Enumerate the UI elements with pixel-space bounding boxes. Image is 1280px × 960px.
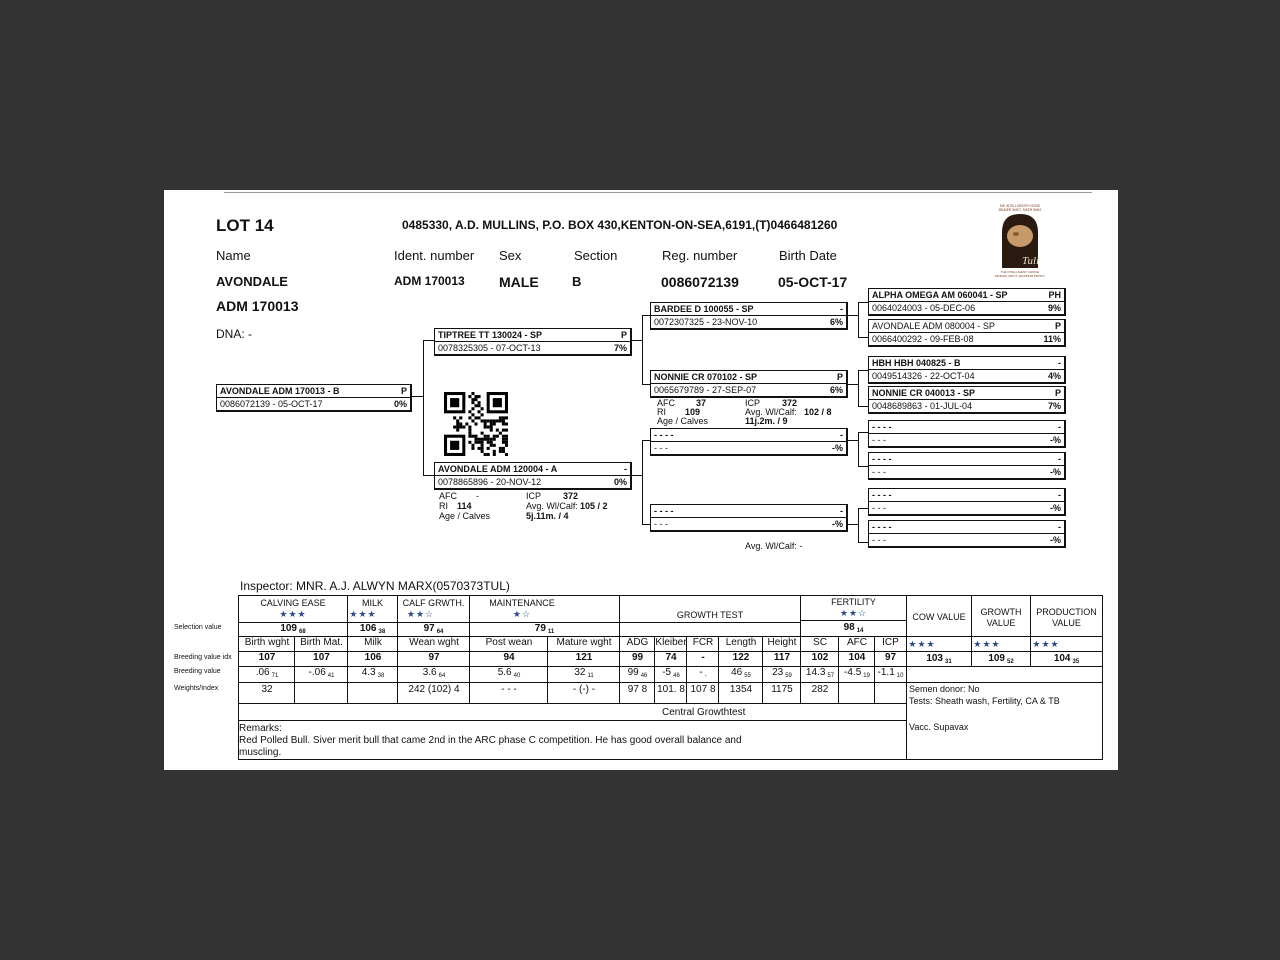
dam-icp-value: 372 [563, 491, 579, 501]
table-cell-wi-10: 1175 [771, 684, 793, 695]
table-cell-wi-8: 107 8 [690, 684, 716, 695]
dam-avg-label: Avg. Wl/Calf: [526, 501, 578, 511]
table-cell-bv-3: 3.6 $_{64}$ [422, 667, 446, 679]
bvi-production-value: 104 [1053, 653, 1071, 664]
table-cell-bv-0: .06 $_{71}$ [255, 667, 279, 679]
table-cell-bvi-0: 107 [258, 652, 276, 663]
table-cell-cols-8: FCR [692, 637, 714, 648]
row-label-weights: Weights/Index [174, 685, 219, 692]
group-calf-growth: CALF GRWTH. [402, 598, 465, 608]
semen-donor: Semen donor: No [909, 684, 980, 694]
dam-ri-label: RI [439, 501, 448, 511]
table-cell-bvi-13: 97 [884, 652, 897, 663]
pedigree-sdd: NONNIE CR 040013 - SP P 0048689863 - 01-JUL-04 7% [868, 386, 1066, 414]
table-cell-cols-5: Mature wght [556, 637, 612, 648]
group-milk: MILK [361, 598, 383, 608]
pedigree-subject: AVONDALE ADM 170013 - B P 0086072139 - 05-OCT-17 0% [216, 384, 412, 412]
stars-production-value: ★★★ [1032, 639, 1060, 649]
stars-cow: ★★★ [908, 639, 936, 649]
label-ident: Ident. number [394, 248, 475, 263]
dam-ri-value: 114 [457, 501, 472, 511]
sd-age-label: Age / Calves [657, 416, 709, 426]
table-cell-cols-1: Birth Mat. [300, 637, 343, 648]
table-cell-wi-7: 101. 8 [657, 684, 685, 695]
pedigree-ssd: AVONDALE ADM 080004 - SP P 0066400292 - 09-FEB-08 11% [868, 319, 1066, 347]
sd-ri-value: 109 [685, 407, 701, 417]
row-label-selection: Selection value [174, 624, 222, 631]
table-cell-cols-10: Height [767, 637, 797, 648]
stars-growth-value: ★★★ [973, 639, 1001, 649]
table-cell-wi-11: 282 [811, 684, 829, 695]
bvi-cow: 103 [926, 653, 943, 664]
pedigree-sire: TIPTREE TT 130024 - SP P 0078325305 - 07-OCT-13 7% [434, 328, 632, 356]
animal-birth: 05-OCT-17 [778, 274, 848, 290]
animal-sex: MALE [499, 274, 539, 290]
dam-afc-value: - [476, 491, 479, 501]
table-cell-bv-12: -4.5 $_{19}$ [844, 667, 870, 679]
top-rule [224, 192, 1092, 193]
table-cell-cols-3: Wean wght [409, 637, 459, 648]
remarks-text-2: muscling. [239, 747, 282, 758]
stars-calf: ★★☆ [406, 609, 435, 619]
table-cell-bvi-4: 94 [503, 652, 515, 663]
table-cell-cols-9: Length [725, 637, 757, 648]
sel-milk: 106 [359, 623, 377, 634]
sd-ri-label: RI [657, 407, 666, 417]
tests: Tests: Sheath wash, Fertility, CA & TB [909, 696, 1060, 706]
svg-text:MINDER INSET, MEER WINS: MINDER INSET, MEER WINS [998, 208, 1042, 212]
pedigree-dam-sire: - - - - - - - - -% [650, 428, 848, 456]
dna-status: DNA: - [216, 327, 252, 341]
table-cell-bv-13: -1.1 $_{10}$ [877, 667, 904, 679]
sd-afc-label: AFC [657, 398, 675, 408]
table-cell-bv-1: -.06 $_{41}$ [308, 667, 335, 679]
sel-calving: 109 [280, 623, 297, 634]
table-cell-wi-3: 242 (102) 4 [408, 684, 460, 695]
remarks-label: Remarks: [239, 723, 282, 734]
table-cell-bv-4: 5.6 $_{40}$ [497, 667, 521, 679]
group-maintenance: MAINTENANCE [489, 598, 555, 608]
table-cell-wi-4: - - - [501, 684, 517, 695]
remarks-text: Red Polled Bull. Siver merit bull that came 2nd in the ARC phase C competition. He has good overall balance and [239, 735, 742, 746]
table-cell-cols-4: Post wean [485, 637, 533, 648]
label-sex: Sex [499, 248, 522, 263]
pedigree-sds: HBH HBH 040825 - B - 0049514326 - 22-OCT-04 4% [868, 356, 1066, 384]
table-cell-bvi-6: 99 [631, 652, 644, 663]
table-cell-bv-9: 46 $_{55}$ [731, 667, 751, 679]
table-cell-cols-13: ICP [882, 637, 899, 648]
group-production-value-2: VALUE [1052, 618, 1081, 628]
sel-maint-sub: 11 [547, 629, 555, 635]
sd-avg-value: 102 / 8 [804, 407, 832, 417]
animal-section: B [572, 274, 582, 289]
svg-text:DIE INTELLIGENTE KEUSE: DIE INTELLIGENTE KEUSE [999, 204, 1041, 208]
dam-avg-value: 105 / 2 [580, 501, 608, 511]
vaccination: Vacc. Supavax [909, 722, 969, 732]
table-cell-bv-8: - $_-$ [699, 667, 707, 679]
sel-calf-sub: 64 [436, 629, 444, 635]
table-cell-bvi-12: 104 [848, 652, 866, 663]
group-growth-value-2: VALUE [986, 618, 1016, 628]
dam-afc-label: AFC [439, 491, 457, 501]
table-cell-bvi-9: 122 [732, 652, 750, 663]
table-cell-bv-6: 99 $_{46}$ [627, 667, 648, 679]
animal-ident: ADM 170013 [394, 274, 465, 288]
tuli-logo [992, 202, 1048, 278]
table-cell-bvi-7: 74 [665, 652, 677, 663]
pedigree-dds: - - - - - - - - -% [868, 488, 1066, 516]
sel-fert-sub: 14 [856, 628, 864, 634]
table-cell-wi-9: 1354 [729, 684, 753, 695]
group-calving-ease: CALVING EASE [260, 598, 326, 608]
dam-age-label: Age / Calves [439, 511, 491, 521]
table-cell-bvi-3: 97 [428, 652, 440, 663]
table-cell-bvi-8: - [701, 652, 705, 663]
stars-milk: ★★★ [349, 609, 377, 619]
table-cell-bvi-11: 102 [811, 652, 829, 663]
pedigree-sss: ALPHA OMEGA AM 060041 - SP PH 0064024003 - 05-DEC-06 9% [868, 288, 1066, 316]
dam-age-value: 5j.11m. / 4 [526, 511, 569, 521]
sd-avg-label: Avg. Wl/Calf: [745, 407, 797, 417]
animal-reg: 0086072139 [661, 274, 739, 290]
animal-ident-repeat: ADM 170013 [216, 298, 299, 314]
svg-text:THE INTELLIGENT CHOICE: THE INTELLIGENT CHOICE [1000, 270, 1040, 274]
table-cell-wi-0: 32 [261, 684, 273, 695]
table-cell-cols-0: Birth wght [244, 637, 290, 648]
pedigree-sire-dam: NONNIE CR 070102 - SP P 0065679789 - 27-SEP-07 6% [650, 370, 848, 398]
qr-code [444, 392, 508, 456]
label-birth: Birth Date [779, 248, 837, 263]
dam-icp-label: ICP [526, 491, 542, 501]
table-cell-cols-7: Kleiber [655, 637, 687, 648]
dd-avg: Avg. Wl/Calf: - [745, 541, 803, 551]
table-cell-cols-11: SC [813, 637, 827, 648]
table-cell-bvi-2: 106 [364, 652, 382, 663]
table-cell-bv-11: 14.3 $_{57}$ [805, 667, 835, 679]
sd-icp-label: ICP [745, 398, 761, 408]
central-growthtest: Central Growthtest [662, 707, 746, 718]
sd-age-value: 11j.2m. / 9 [745, 416, 788, 426]
logo-brand-text: Tuli [1022, 255, 1040, 267]
table-cell-cols-6: ADG [626, 637, 649, 648]
bvi-growth-value: 109 [988, 653, 1005, 664]
lot-number: LOT 14 [216, 216, 274, 235]
inspector: Inspector: MNR. A.J. ALWYN MARX(0570373TUL) [240, 579, 510, 593]
label-section: Section [574, 248, 618, 263]
sel-milk-sub: 38 [378, 629, 386, 635]
stars-calving: ★★★ [279, 609, 307, 619]
table-cell-bv-2: 4.3 $_{38}$ [361, 667, 385, 679]
table-cell-wi-5: - (-) - [572, 684, 596, 695]
label-reg: Reg. number [662, 248, 738, 263]
table-cell-cols-2: Milk [364, 637, 382, 648]
animal-name: AVONDALE [216, 274, 288, 289]
sel-calving-sub: 68 [299, 629, 306, 635]
row-label-bv-idx: Breeding value idx [174, 654, 232, 661]
sel-calf: 97 [423, 623, 435, 634]
group-cow-value: COW VALUE [912, 612, 966, 622]
pedigree-sire-sire: BARDEE D 100055 - SP - 0072307325 - 23-NOV-10 6% [650, 302, 848, 330]
stars-fert: ★★☆ [839, 608, 868, 618]
pedigree-dam-dam: - - - - - - - - -% [650, 504, 848, 532]
row-label-bv: Breeding value [174, 668, 221, 675]
table-cell-wi-6: 97 8 [627, 684, 648, 695]
sd-icp-value: 372 [782, 398, 798, 408]
bvi-growth-value-sub: 52 [1007, 659, 1014, 665]
svg-text:MINIMAL INPUT, MAXIMUM PROFIT: MINIMAL INPUT, MAXIMUM PROFIT [995, 274, 1045, 278]
pedigree-ddd: - - - - - - - - -% [868, 520, 1066, 548]
pedigree-dam: AVONDALE ADM 120004 - A - 0078865896 - 20-NOV-12 0% [434, 462, 632, 490]
table-cell-bv-10: 23 $_{59}$ [772, 667, 792, 679]
table-cell-bv-7: -5 $_{46}$ [662, 667, 680, 679]
sel-maint: 79 [534, 623, 546, 634]
pedigree-dsd: - - - - - - - - -% [868, 452, 1066, 480]
sel-fert: 98 [843, 622, 855, 633]
table-cell-bvi-10: 117 [773, 652, 791, 663]
breeder-info: 0485330, A.D. MULLINS, P.O. BOX 430,KENTON-ON-SEA,6191,(T)0466481260 [402, 218, 838, 232]
sd-afc-value: 37 [696, 398, 707, 408]
certificate-sheet [164, 190, 1118, 770]
table-cell-bvi-1: 107 [313, 652, 330, 663]
label-name: Name [216, 248, 251, 263]
bvi-cow-sub: 31 [945, 659, 952, 665]
group-fertility: FERTILITY [831, 597, 876, 607]
table-cell-bvi-5: 121 [575, 652, 593, 663]
group-production-value-1: PRODUCTION [1036, 607, 1097, 617]
group-growth-value-1: GROWTH [980, 607, 1022, 617]
stars-maint: ★☆ [512, 609, 532, 619]
bvi-production-value-sub: 35 [1072, 659, 1080, 665]
table-cell-cols-12: AFC [847, 637, 867, 648]
table-cell-bv-5: 32 $_{11}$ [574, 667, 594, 679]
group-growth-test: GROWTH TEST [676, 610, 744, 620]
pedigree-dss: - - - - - - - - -% [868, 420, 1066, 448]
